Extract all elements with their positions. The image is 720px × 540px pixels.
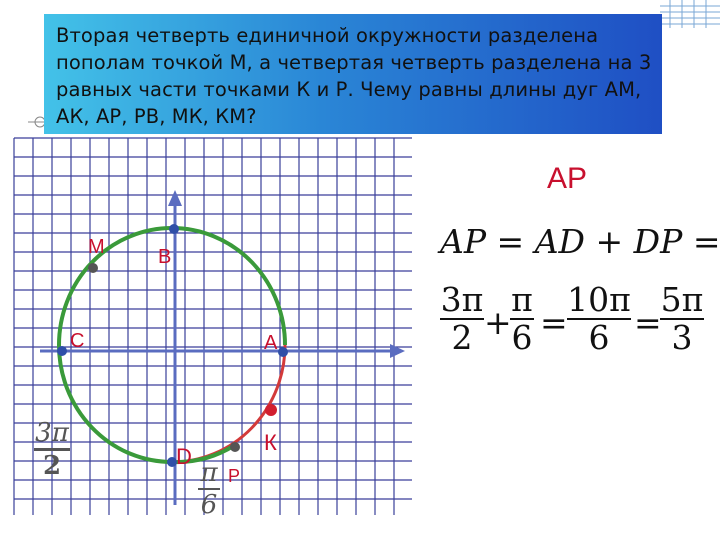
label-m: М xyxy=(88,236,105,258)
point-b xyxy=(169,224,179,234)
label-d: D xyxy=(176,444,192,469)
fraction-numerator: 5π xyxy=(660,280,704,319)
annotation-denominator: 6 xyxy=(200,490,218,520)
fraction-5pi-3 xyxy=(660,282,704,356)
fraction-3pi-2 xyxy=(440,282,484,356)
label-c: С xyxy=(70,330,85,352)
point-c xyxy=(57,346,67,356)
label-k: К xyxy=(264,430,277,455)
point-k xyxy=(265,404,277,416)
formula-ap: AP xyxy=(440,222,487,261)
fraction-pi-6 xyxy=(510,282,534,356)
formula-equals: = xyxy=(496,222,525,261)
point-p xyxy=(230,442,240,452)
formula-equals: = xyxy=(634,303,662,342)
label-a: А xyxy=(264,332,278,354)
answer-heading: АР xyxy=(547,162,588,195)
angle-annotation-pi-over-6 xyxy=(198,458,220,520)
formula-plus: + xyxy=(595,222,624,261)
fraction-numerator: 3π xyxy=(440,280,484,319)
label-b: В xyxy=(158,246,172,268)
fraction-denominator: 2 xyxy=(451,318,473,357)
point-m xyxy=(88,263,98,273)
x-axis-arrow xyxy=(390,344,405,358)
fraction-10pi-6 xyxy=(567,282,631,356)
problem-statement-box xyxy=(44,14,662,134)
annotation-numerator: 3π xyxy=(35,418,69,448)
formula-plus: + xyxy=(484,303,512,342)
formula-ad: AD xyxy=(534,222,585,261)
problem-statement: Вторая четверть единичной окружности разделена пополам точкой М, а четвертая четверть разделена на 3 равных части точками К и Р. Чему равны длины дуг АМ, АК, АР, РВ, МК, КМ? xyxy=(56,24,652,128)
angle-annotation-3pi-over-2 xyxy=(34,418,70,481)
label-p: Р xyxy=(228,466,241,486)
annotation-numerator: π xyxy=(200,458,218,488)
fraction-denominator: 3 xyxy=(671,318,693,357)
fraction-numerator: 10π xyxy=(567,280,631,319)
y-axis-arrow xyxy=(168,190,182,206)
point-a xyxy=(278,347,288,357)
fraction-denominator: 6 xyxy=(511,318,533,357)
fraction-denominator: 6 xyxy=(588,318,610,357)
fraction-numerator: π xyxy=(511,280,533,319)
formula-equals: = xyxy=(540,303,568,342)
formula-dp: DP xyxy=(633,222,683,261)
formula-equals: = xyxy=(692,222,720,261)
formula-line-1 xyxy=(440,222,720,261)
annotation-denominator: 2 xyxy=(42,451,62,481)
